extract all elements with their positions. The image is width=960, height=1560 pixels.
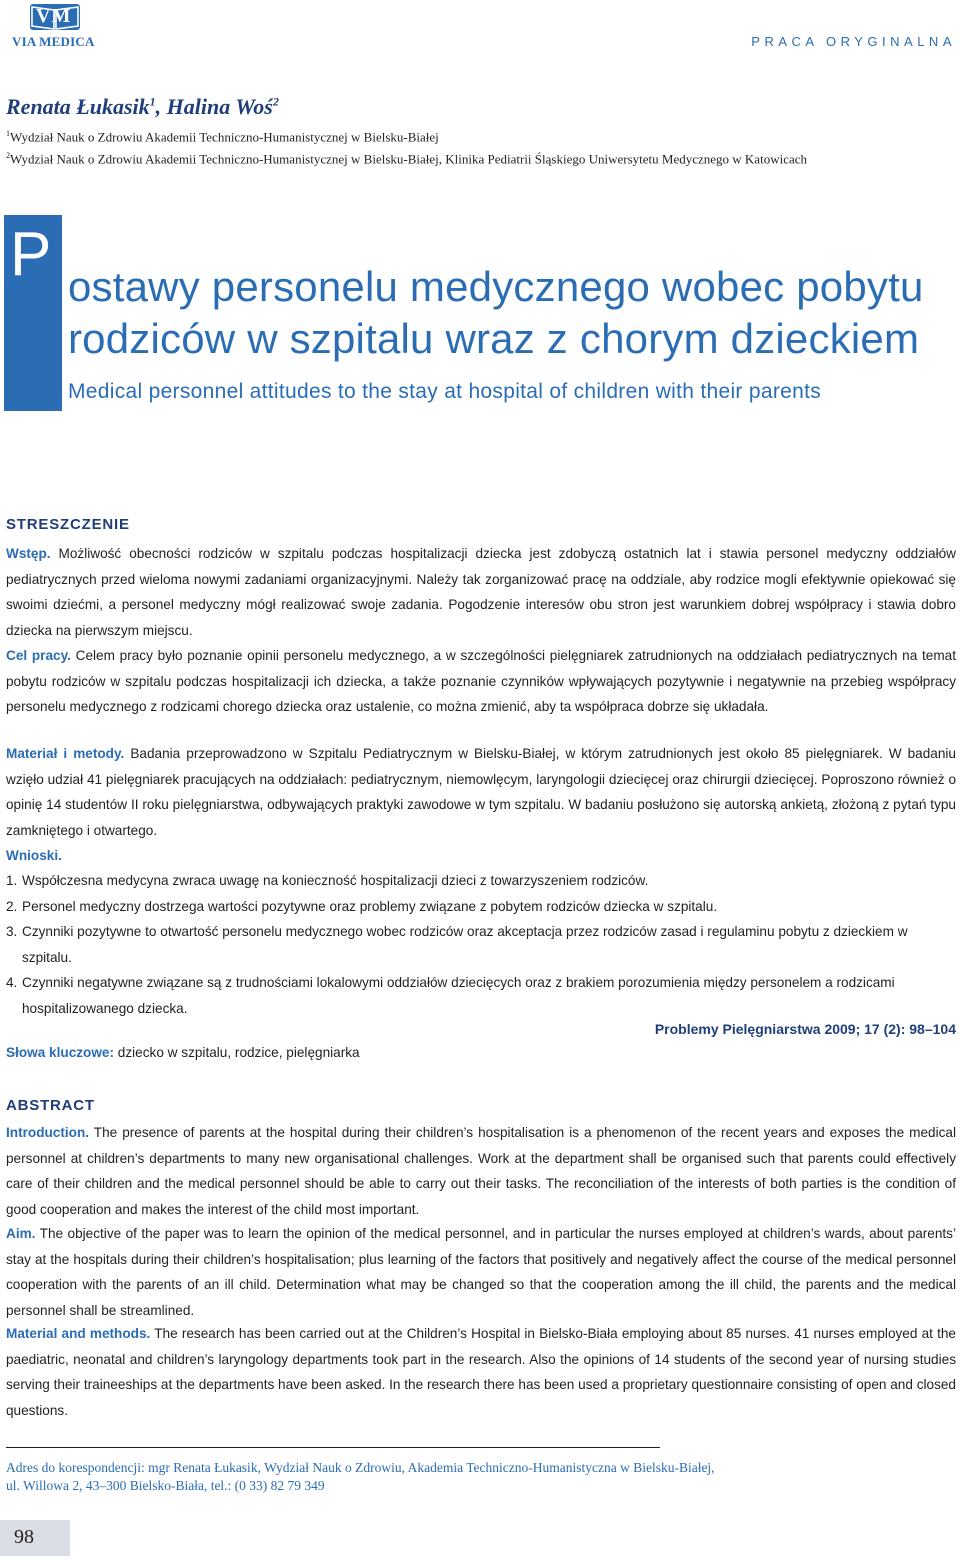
list-item-number: 3. <box>6 924 18 940</box>
aim-text: The objective of the paper was to learn the opinion of the medical personnel, and in particular the nurses employed at children’s wards, about parents’ stay at the hospitals during their children’s hospitalisation; plus learning of the factors that positively and negatively affect the course of the medical personnel cooperation with the parents of an ill child. Determination what may be changed so that the cooperation among the ill child, the parents and the medical personnel shall be streamlined. <box>6 1226 956 1318</box>
keywords <box>6 1045 360 1060</box>
list-item <box>6 919 956 970</box>
affiliation-2-text: Wydział Nauk o Zdrowiu Akademii Techniczno-Humanistycznej w Bielsku-Białej, Klinika Pediatrii Śląskiego Uniwersytetu Medycznego w Katowicach <box>10 151 807 167</box>
author-1-name: Renata Łukasik <box>6 94 150 119</box>
list-item-text: Współczesna medycyna zwraca uwagę na konieczność hospitalizacji dzieci z towarzyszeniem rodziców. <box>22 873 649 888</box>
journal-citation: Problemy Pielęgniarstwa 2009; 17 (2): 98–104 <box>654 1021 956 1037</box>
title-initial-letter: P <box>10 220 52 289</box>
cel-label: Cel pracy. <box>6 648 71 663</box>
methods-label: Material and methods. <box>6 1326 151 1341</box>
wstep-text: Możliwość obecności rodziców w szpitalu podczas hospitalizacji dziecka jest zdobyczą ostatnich lat i stawia personel medyczny oddziałów pediatrycznych przed wieloma nowymi zadaniami organizacyjnymi. Należy tak zorganizować pracę na oddziale, aby rodzice mogli efektywnie opiekować się swoimi dziećmi, a personel medyczny mógł realizować swoje zadania. Pogodzenie interesów obu stron jest warunkiem dobrej współpracy i stawia dobro dziecka na pierwszym miejscu. <box>6 546 956 638</box>
affiliation-1-text: Wydział Nauk o Zdrowiu Akademii Techniczno-Humanistycznej w Bielsku-Białej <box>10 129 439 145</box>
wnioski-label: Wnioski. <box>6 848 62 863</box>
wstep-label: Wstęp. <box>6 546 51 561</box>
via-medica-book-icon <box>30 4 80 30</box>
title-line-2: rodziców w szpitalu wraz z chorym dzieckiem <box>68 315 920 362</box>
streszczenie-heading: STRESZCZENIE <box>6 516 130 533</box>
material-label: Materiał i metody. <box>6 746 125 761</box>
authors <box>6 94 279 120</box>
keywords-text: dziecko w szpitalu, rodzice, pielęgniarka <box>114 1045 360 1060</box>
affiliation-1-mark: 1 <box>6 129 10 138</box>
footnote-divider <box>6 1447 660 1448</box>
streszczenie-cel <box>6 643 956 720</box>
introduction-text: The presence of parents at the hospital during their children’s hospitalisation is a phenomenon of the recent years and exposes the medical personnel at children’s departments to many new organisational challenges. Work at the department shall be organised such that parents could effectively care of their children and the medical personnel should be able to carry out their tasks. The reconciliation of the interests of both parties is the condition of good cooperation and makes the interest of the child most important. <box>6 1125 956 1217</box>
introduction-label: Introduction. <box>6 1125 90 1140</box>
abstract-heading: ABSTRACT <box>6 1097 95 1114</box>
list-item-number: 4. <box>6 975 18 991</box>
author-1-affiliation-mark: 1 <box>149 94 156 109</box>
list-item-number: 2. <box>6 898 18 914</box>
aim-label: Aim. <box>6 1226 36 1241</box>
methods-text: The research has been carried out at the Children’s Hospital in Bielsko-Biała employing about 85 nurses. 41 nurses employed at the paediatric, neonatal and children’s laryngology departments took part in the research. Also the opinions of 14 students of the second year of nursing studies serving their traineeships at the departments have been asked. In the research there has been used a proprietary questionnaire consisting of open and closed questions. <box>6 1326 956 1418</box>
wnioski-list <box>6 868 956 1022</box>
logo-monogram: VM <box>36 5 72 27</box>
correspondence-address-line-2: ul. Willowa 2, 43–300 Bielsko-Biała, tel.: (0 33) 82 79 349 <box>6 1478 325 1493</box>
list-item-text: Personel medyczny dostrzega wartości pozytywne oraz problemy związane z pobytem rodziców dziecka w szpitalu. <box>22 898 718 914</box>
material-text: Badania przeprowadzono w Szpitalu Pediatrycznym w Bielsku-Białej, w którym zatrudnionych jest około 85 pielęgniarek. W badaniu wzięło udział 41 pielęgniarek pracujących na oddziałach: pediatrycznym, niemowlęcym, laryngologii dziecięcej oraz chirurgii dziecięcej. Poproszono również o opinię 14 studentów II roku pielęgniarstwa, odbywających praktyki zawodowe w tym szpitalu. W badaniu posłużono się autorską ankietą, złożoną z pytań typu zamkniętego i otwartego. <box>6 746 956 838</box>
keywords-label: Słowa kluczowe: <box>6 1045 115 1060</box>
affiliation-1 <box>6 129 439 145</box>
cel-text: Celem pracy było poznanie opinii personelu medycznego, a w szczególności pielęgniarek zatrudnionych na oddziałach pediatrycznych na temat pobytu rodziców w szpitalu podczas hospitalizacji ich dziecka, a także poznanie czynników wpływających pozytywnie i negatywnie na przebieg współpracy personelu medycznego z rodzicami chorego dziecka oraz ustalenie, co można zmienić, aby ta współpraca dobrze się układała. <box>6 648 956 715</box>
english-title: Medical personnel attitudes to the stay at hospital of children with their parents <box>68 380 822 403</box>
publisher-logo <box>8 4 108 48</box>
title-line-1: ostawy personelu medycznego wobec pobytu <box>68 263 924 310</box>
streszczenie-material <box>6 741 956 843</box>
correspondence-address-line-1: Adres do korespondencji: mgr Renata Łukasik, Wydział Nauk o Zdrowiu, Akademia Techniczno-Humanistyczna w Bielsku-Białej, <box>6 1460 715 1475</box>
list-item-number: 1. <box>6 873 18 888</box>
list-item-text: Czynniki negatywne związane są z trudnościami lokalowymi oddziałów dziecięcych oraz z brakiem porozumienia między personelem a rodzicami hospitalizowanego dziecka. <box>22 975 895 1016</box>
abstract-methods <box>6 1321 956 1423</box>
abstract-introduction <box>6 1120 956 1222</box>
list-item <box>6 894 956 920</box>
page-number: 98 <box>14 1526 34 1548</box>
author-2-affiliation-mark: 2 <box>272 94 279 109</box>
affiliation-2-mark: 2 <box>6 151 10 160</box>
abstract-aim <box>6 1221 956 1323</box>
wnioski-heading-row <box>6 843 956 869</box>
streszczenie-wstep <box>6 541 956 643</box>
author-2-name: , Halina Woś <box>155 94 273 119</box>
list-item <box>6 970 956 1021</box>
list-item <box>6 868 956 894</box>
page-number-box <box>0 1520 70 1556</box>
affiliation-2 <box>6 151 807 167</box>
article-category: PRACA ORYGINALNA <box>751 34 956 49</box>
list-item-text: Czynniki pozytywne to otwartość personelu medycznego wobec rodziców oraz akceptacja przez rodziców zasad i regulaminu pobytu z dzieckiem w szpitalu. <box>22 924 908 965</box>
logo-text: VIA MEDICA <box>12 34 95 49</box>
